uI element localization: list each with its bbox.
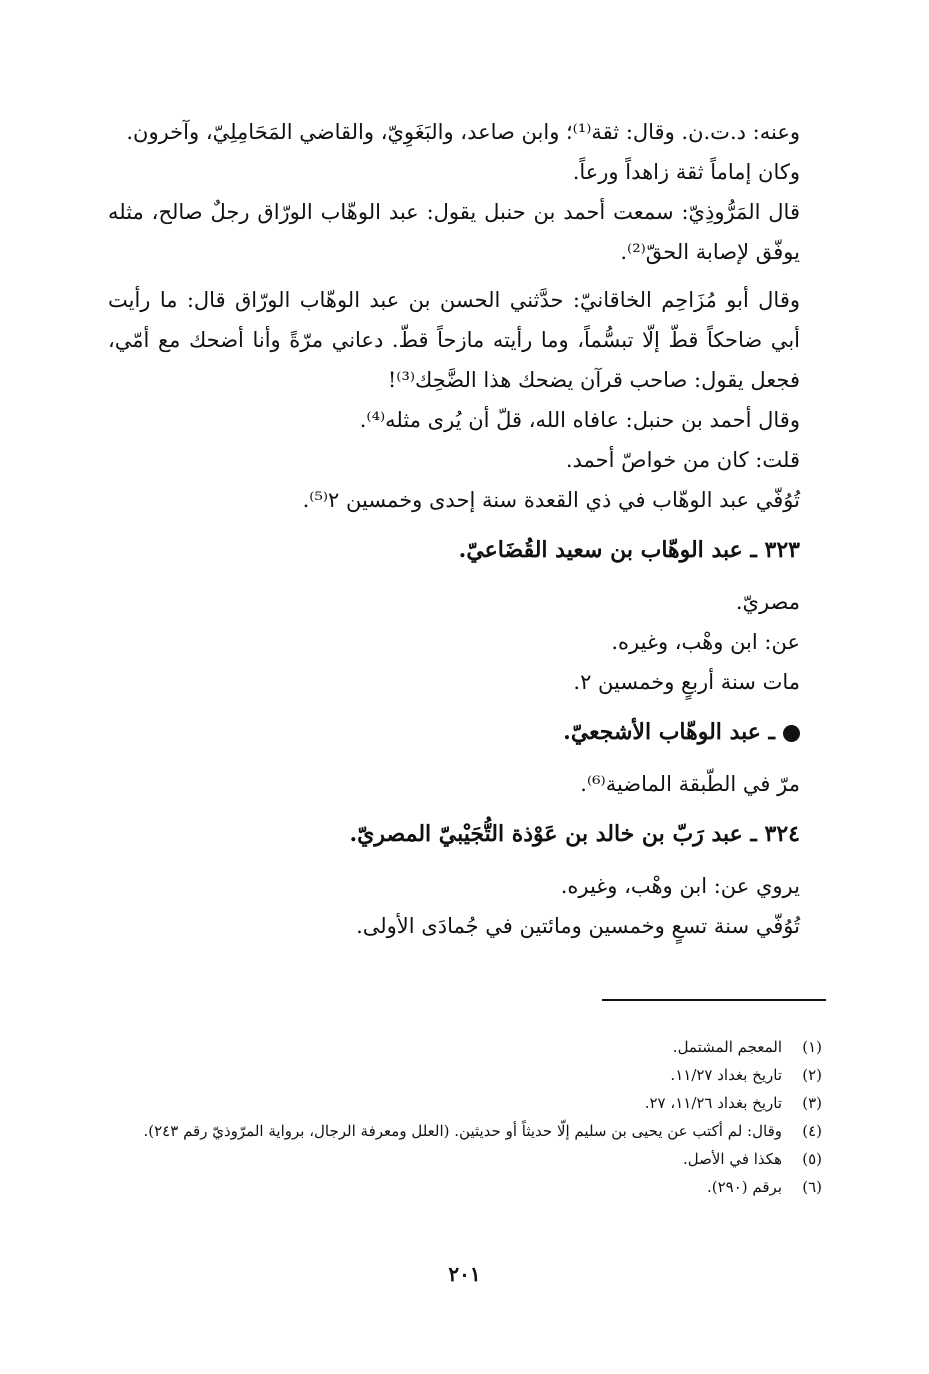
paragraph-ahmad-quote: وقال أحمد بن حنبل: عافاه الله، قلّ أن يُرى مثله⁽⁴⁾. [359, 408, 800, 432]
paragraph-khaqani-quote: وقال أبو مُزَاحِم الخاقانيّ: حدَّثني الحسن بن عبد الوهّاب الورّاق قال: ما رأيت أبي ضاحكاً قطّ إلّا تبسُّماً، وما رأيته مازحاً قطّ. دعاني مرّةً وأنا أضحك مع أمّي، فجعل يقول: صاحب قرآن يضحك هذا الضَّحِك⁽³⁾! [108, 288, 800, 392]
footnote [108, 1117, 834, 1145]
footnote-text: وقال: لم أكتب عن يحيى بن سليم إلّا حديثاً أو حديثين. (العلل ومعرفة الرجال، برواية المرّوذيّ رقم ٢٤٣). [143, 1122, 782, 1140]
footnote [108, 1173, 834, 1201]
footnote [108, 1145, 834, 1173]
footnote-number: (٥) [802, 1150, 822, 1168]
footnote-text: هكذا في الأصل. [682, 1150, 782, 1168]
footnote-number: (٦) [802, 1178, 822, 1196]
main-text [108, 112, 834, 946]
paragraph-character: وكان إماماً ثقة زاهداً ورعاً. [572, 160, 800, 184]
footnote [108, 1089, 834, 1117]
footnote-number: (٢) [802, 1066, 822, 1084]
paragraph-author-note: قلت: كان من خواصّ أحمد. [565, 448, 800, 472]
paragraph-cross-reference: مرّ في الطّبقة الماضية⁽⁶⁾. [580, 772, 800, 796]
paragraph-death-date: تُوُفّي عبد الوهّاب في ذي القعدة سنة إحدى وخمسين ٢⁽⁵⁾. [302, 488, 800, 512]
footnote-number: (١) [802, 1038, 822, 1056]
paragraph-narrators: وعنه: د.ت.ن. وقال: ثقة⁽¹⁾؛ وابن صاعد، والبَغَوِيّ، والقاضي المَحَامِلِيّ، وآخرون. [126, 120, 800, 144]
paragraph-death-date-2: تُوُفّي سنة تسعٍ وخمسين ومائتين في جُمادَى الأولى. [356, 914, 800, 938]
footnotes [108, 1033, 834, 1201]
footnote-text: تاريخ بغداد ١١/٢٧. [670, 1066, 782, 1084]
page-number: ٢٠١ [448, 1262, 481, 1286]
paragraph-marrudhi-quote: قال المَرُّوذِيّ: سمعت أحمد بن حنبل يقول: عبد الوهّاب الورّاق رجلٌ صالح، مثله يوفّق لإصابة الحقّ⁽²⁾. [108, 200, 800, 264]
entry-heading-324: ٣٢٤ ـ عبد رَبّ بن خالد بن عَوْذة التُّجَيْبيّ المصريّ. [349, 821, 800, 847]
footnote-text: المعجم المشتمل. [672, 1038, 782, 1056]
footnote-number: (٣) [802, 1094, 822, 1112]
entry-heading-ashjai [108, 712, 834, 752]
entry-heading-ashjai-text: ـ عبد الوهّاب الأشجعيّ. [563, 719, 775, 745]
footnote-separator [602, 999, 826, 1001]
paragraph-narrates-from-2: يروي عن: ابن وهْب، وغيره. [560, 874, 800, 898]
footnote-number: (٤) [802, 1122, 822, 1140]
footnote-text: تاريخ بغداد ١١/٢٦، ٢٧. [644, 1094, 782, 1112]
footnote [108, 1033, 834, 1061]
paragraph-death-year: مات سنة أربعٍ وخمسين ٢. [573, 670, 800, 694]
footnote [108, 1061, 834, 1089]
entry-heading-323: ٣٢٣ ـ عبد الوهّاب بن سعيد القُضَاعيّ. [458, 537, 800, 563]
bullet-icon [783, 725, 800, 742]
paragraph-origin: مصريّ. [735, 590, 800, 614]
footnote-text: برقم (٢٩٠). [706, 1178, 782, 1196]
paragraph-narrates-from: عن: ابن وهْب، وغيره. [611, 630, 800, 654]
